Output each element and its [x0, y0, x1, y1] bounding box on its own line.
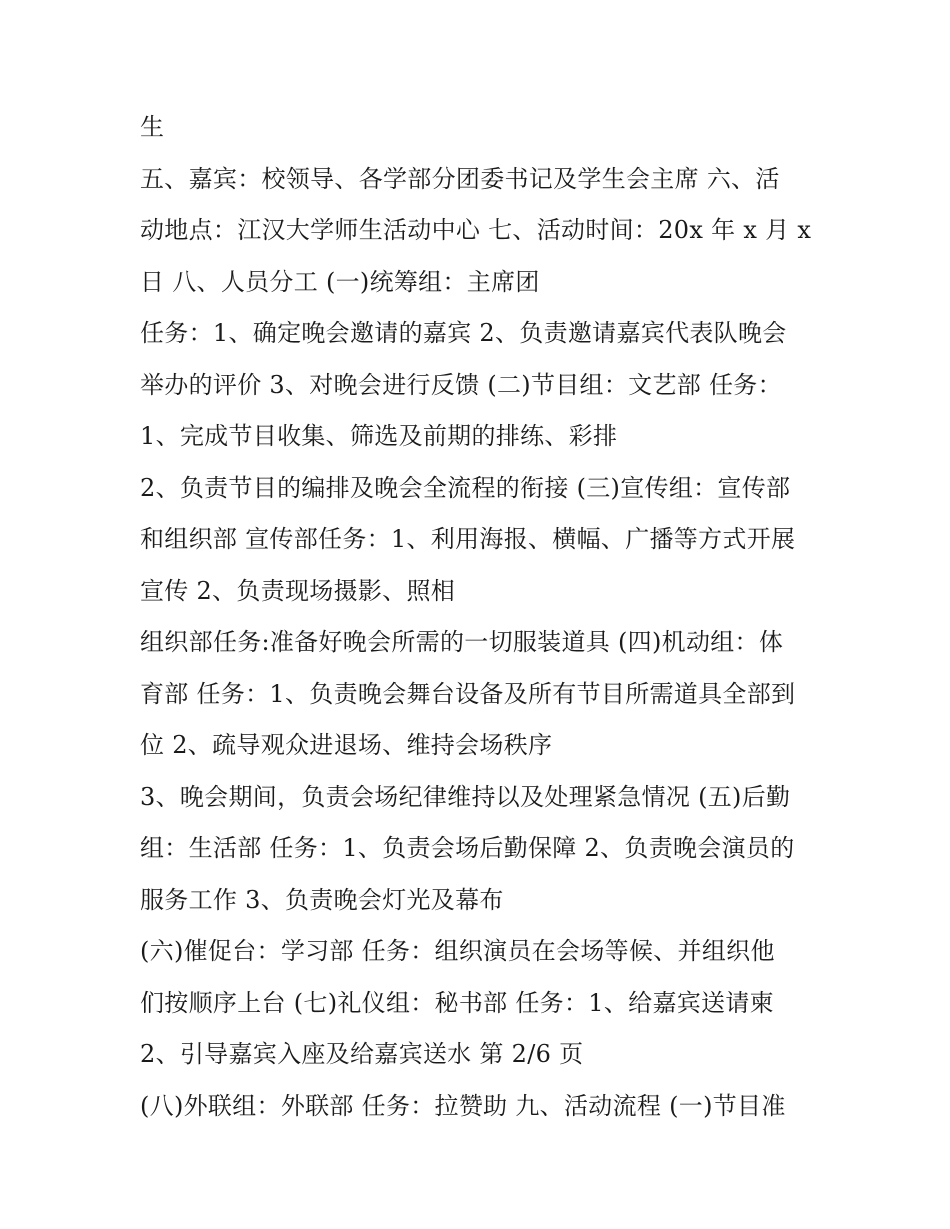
text-line: 组：生活部 任务：1、负责会场后勤保障 2、负责晚会演员的: [140, 834, 795, 862]
text-line: 和组织部 宣传部任务：1、利用海报、横幅、广播等方式开展: [140, 525, 796, 553]
text-line: 任务：1、确定晚会邀请的嘉宾 2、负责邀请嘉宾代表队晚会: [140, 319, 787, 347]
text-line: 五、嘉宾：校领导、各学部分团委书记及学生会主席 六、活: [140, 164, 780, 193]
text-line: 举办的评价 3、对晚会进行反馈 (二)节目组：文艺部 任务：: [140, 370, 782, 399]
text-line: 宣传 2、负责现场摄影、照相: [140, 576, 456, 605]
text-line: 生: [140, 113, 165, 141]
text-line: 日 八、人员分工 (一)统筹组：主席团: [140, 267, 540, 296]
text-line: (六)催促台：学习部 任务：组织演员在会场等候、并组织他: [140, 937, 775, 965]
text-line: 育部 任务：1、负责晚会舞台设备及所有节目所需道具全部到: [140, 679, 796, 708]
text-line: 3、晚会期间，负责会场纪律维持以及处理紧急情况 (五)后勤: [140, 782, 791, 811]
text-line: (八)外联组：外联部 任务：拉赞助 九、活动流程 (一)节目准: [140, 1091, 786, 1120]
document-body: [140, 102, 820, 1132]
text-line: 组织部任务:准备好晚会所需的一切服装道具 (四)机动组：体: [140, 628, 784, 656]
text-line: 位 2、疏导观众进退场、维持会场秩序: [140, 731, 553, 759]
page-number-line: 2、引导嘉宾入座及给嘉宾送水 第 2/6 页: [140, 1040, 584, 1068]
text-line: 们按顺序上台 (七)礼仪组：秘书部 任务：1、给嘉宾送请柬: [140, 988, 774, 1017]
text-line: 2、负责节目的编排及晚会全流程的衔接 (三)宣传组：宣传部: [140, 473, 791, 502]
text-line: 1、完成节目收集、筛选及前期的排练、彩排: [140, 422, 618, 450]
text-line: 服务工作 3、负责晚会灯光及幕布: [140, 885, 504, 914]
text-line: 动地点：江汉大学师生活动中心 七、活动时间：20x 年 x 月 x: [140, 216, 812, 244]
